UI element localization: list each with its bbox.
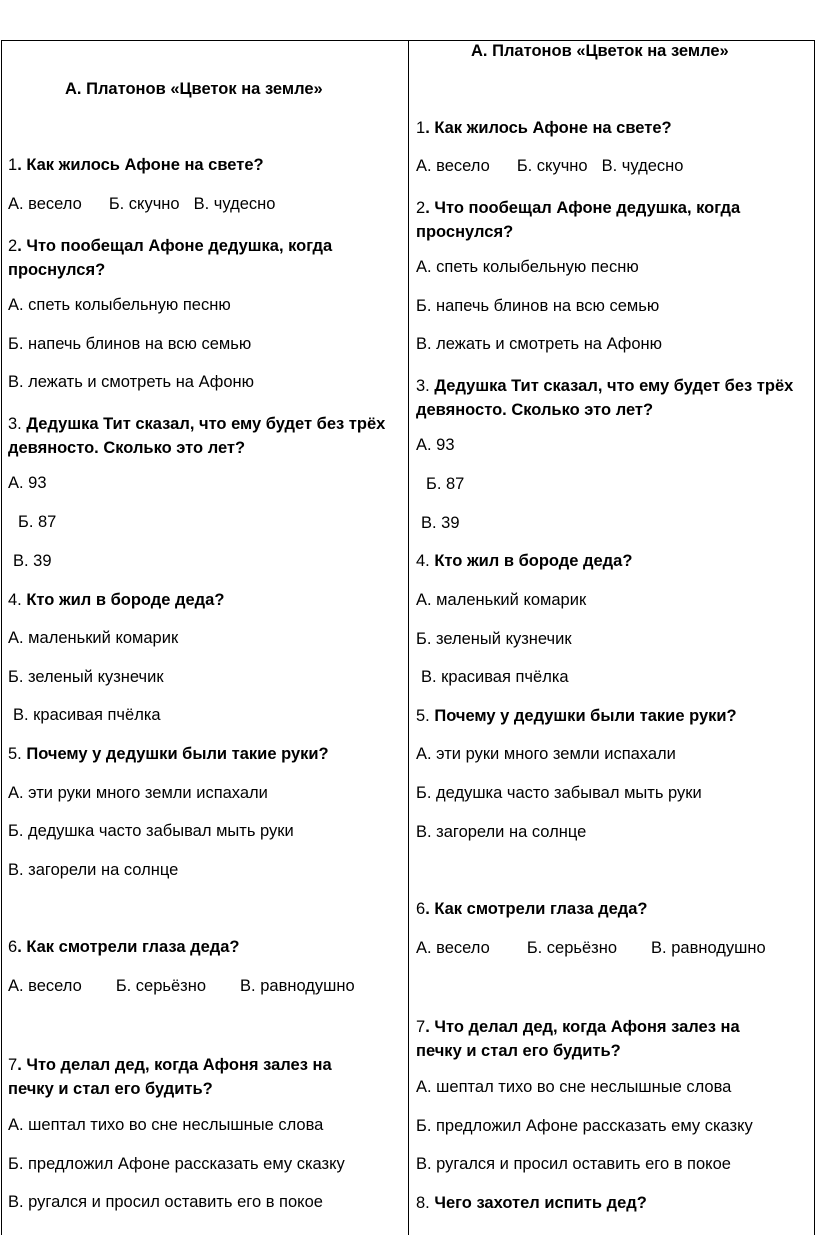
question-2: 2. Что пообещал Афоне дедушка, когда проснулся? <box>416 199 741 241</box>
option: Б. напечь блинов на всю семью <box>8 335 252 353</box>
question-6: 6. Как смотрели глаза деда? <box>416 900 648 918</box>
option: Б. предложил Афоне рассказать ему сказку <box>8 1155 345 1173</box>
option: А. спеть колыбельную песню <box>8 296 231 314</box>
page-title: А. Платонов «Цветок на земле» <box>65 80 323 98</box>
option: Б. зеленый кузнечик <box>8 668 164 686</box>
option: А. шептал тихо во сне неслышные слова <box>8 1116 324 1134</box>
option: А. 93 <box>8 474 47 492</box>
question-6-options: А. весело Б. серьёзно В. равнодушно <box>416 939 766 957</box>
option: А. маленький комарик <box>8 629 179 647</box>
question-3: 3. Дедушка Тит сказал, что ему будет без трёх девяносто. Сколько это лет? <box>8 415 386 457</box>
option: Б. 87 <box>426 475 465 493</box>
option: В. загорели на солнце <box>8 861 179 879</box>
option: В. загорели на солнце <box>416 823 587 841</box>
question-4: 4. Кто жил в бороде деда? <box>8 591 225 609</box>
question-7: 7. Что делал дед, когда Афоня залез на печку и стал его будить? <box>8 1056 332 1098</box>
option: А. 93 <box>416 436 455 454</box>
question-4: 4. Кто жил в бороде деда? <box>416 552 633 570</box>
option: Б. напечь блинов на всю семью <box>416 297 660 315</box>
option: Б. зеленый кузнечик <box>416 630 572 648</box>
option: Б. предложил Афоне рассказать ему сказку <box>416 1117 753 1135</box>
column-divider <box>408 40 409 1235</box>
question-7: 7. Что делал дед, когда Афоня залез на печку и стал его будить? <box>416 1018 740 1060</box>
question-6: 6. Как смотрели глаза деда? <box>8 938 240 956</box>
option: В. лежать и смотреть на Афоню <box>8 373 254 391</box>
question-6-options: А. весело Б. серьёзно В. равнодушно <box>8 977 355 995</box>
option: А. спеть колыбельную песню <box>416 258 639 276</box>
option: Б. 87 <box>18 513 57 531</box>
question-1-options: А. весело Б. скучно В. чудесно <box>8 195 276 213</box>
option: Б. дедушка часто забывал мыть руки <box>416 784 702 802</box>
option: А. маленький комарик <box>416 591 587 609</box>
option: В. красивая пчёлка <box>13 706 161 724</box>
option: В. красивая пчёлка <box>421 668 569 686</box>
option: А. шептал тихо во сне неслышные слова <box>416 1078 732 1096</box>
question-5: 5. Почему у дедушки были такие руки? <box>8 745 329 763</box>
option: В. 39 <box>13 552 52 570</box>
option: А. эти руки много земли испахали <box>8 784 268 802</box>
question-1: 1. Как жилось Афоне на свете? <box>416 119 672 137</box>
question-2: 2. Что пообещал Афоне дедушка, когда проснулся? <box>8 237 333 279</box>
option: В. лежать и смотреть на Афоню <box>416 335 662 353</box>
question-3: 3. Дедушка Тит сказал, что ему будет без трёх девяносто. Сколько это лет? <box>416 377 794 419</box>
question-5: 5. Почему у дедушки были такие руки? <box>416 707 737 725</box>
option: Б. дедушка часто забывал мыть руки <box>8 822 294 840</box>
option: В. 39 <box>421 514 460 532</box>
option: В. ругался и просил оставить его в покое <box>8 1193 323 1211</box>
question-1: 1. Как жилось Афоне на свете? <box>8 156 264 174</box>
question-8: 8. Чего захотел испить дед? <box>416 1194 647 1212</box>
option: В. ругался и просил оставить его в покое <box>416 1155 731 1173</box>
page-title: А. Платонов «Цветок на земле» <box>471 42 729 60</box>
question-1-options: А. весело Б. скучно В. чудесно <box>416 157 684 175</box>
option: А. эти руки много земли испахали <box>416 745 676 763</box>
